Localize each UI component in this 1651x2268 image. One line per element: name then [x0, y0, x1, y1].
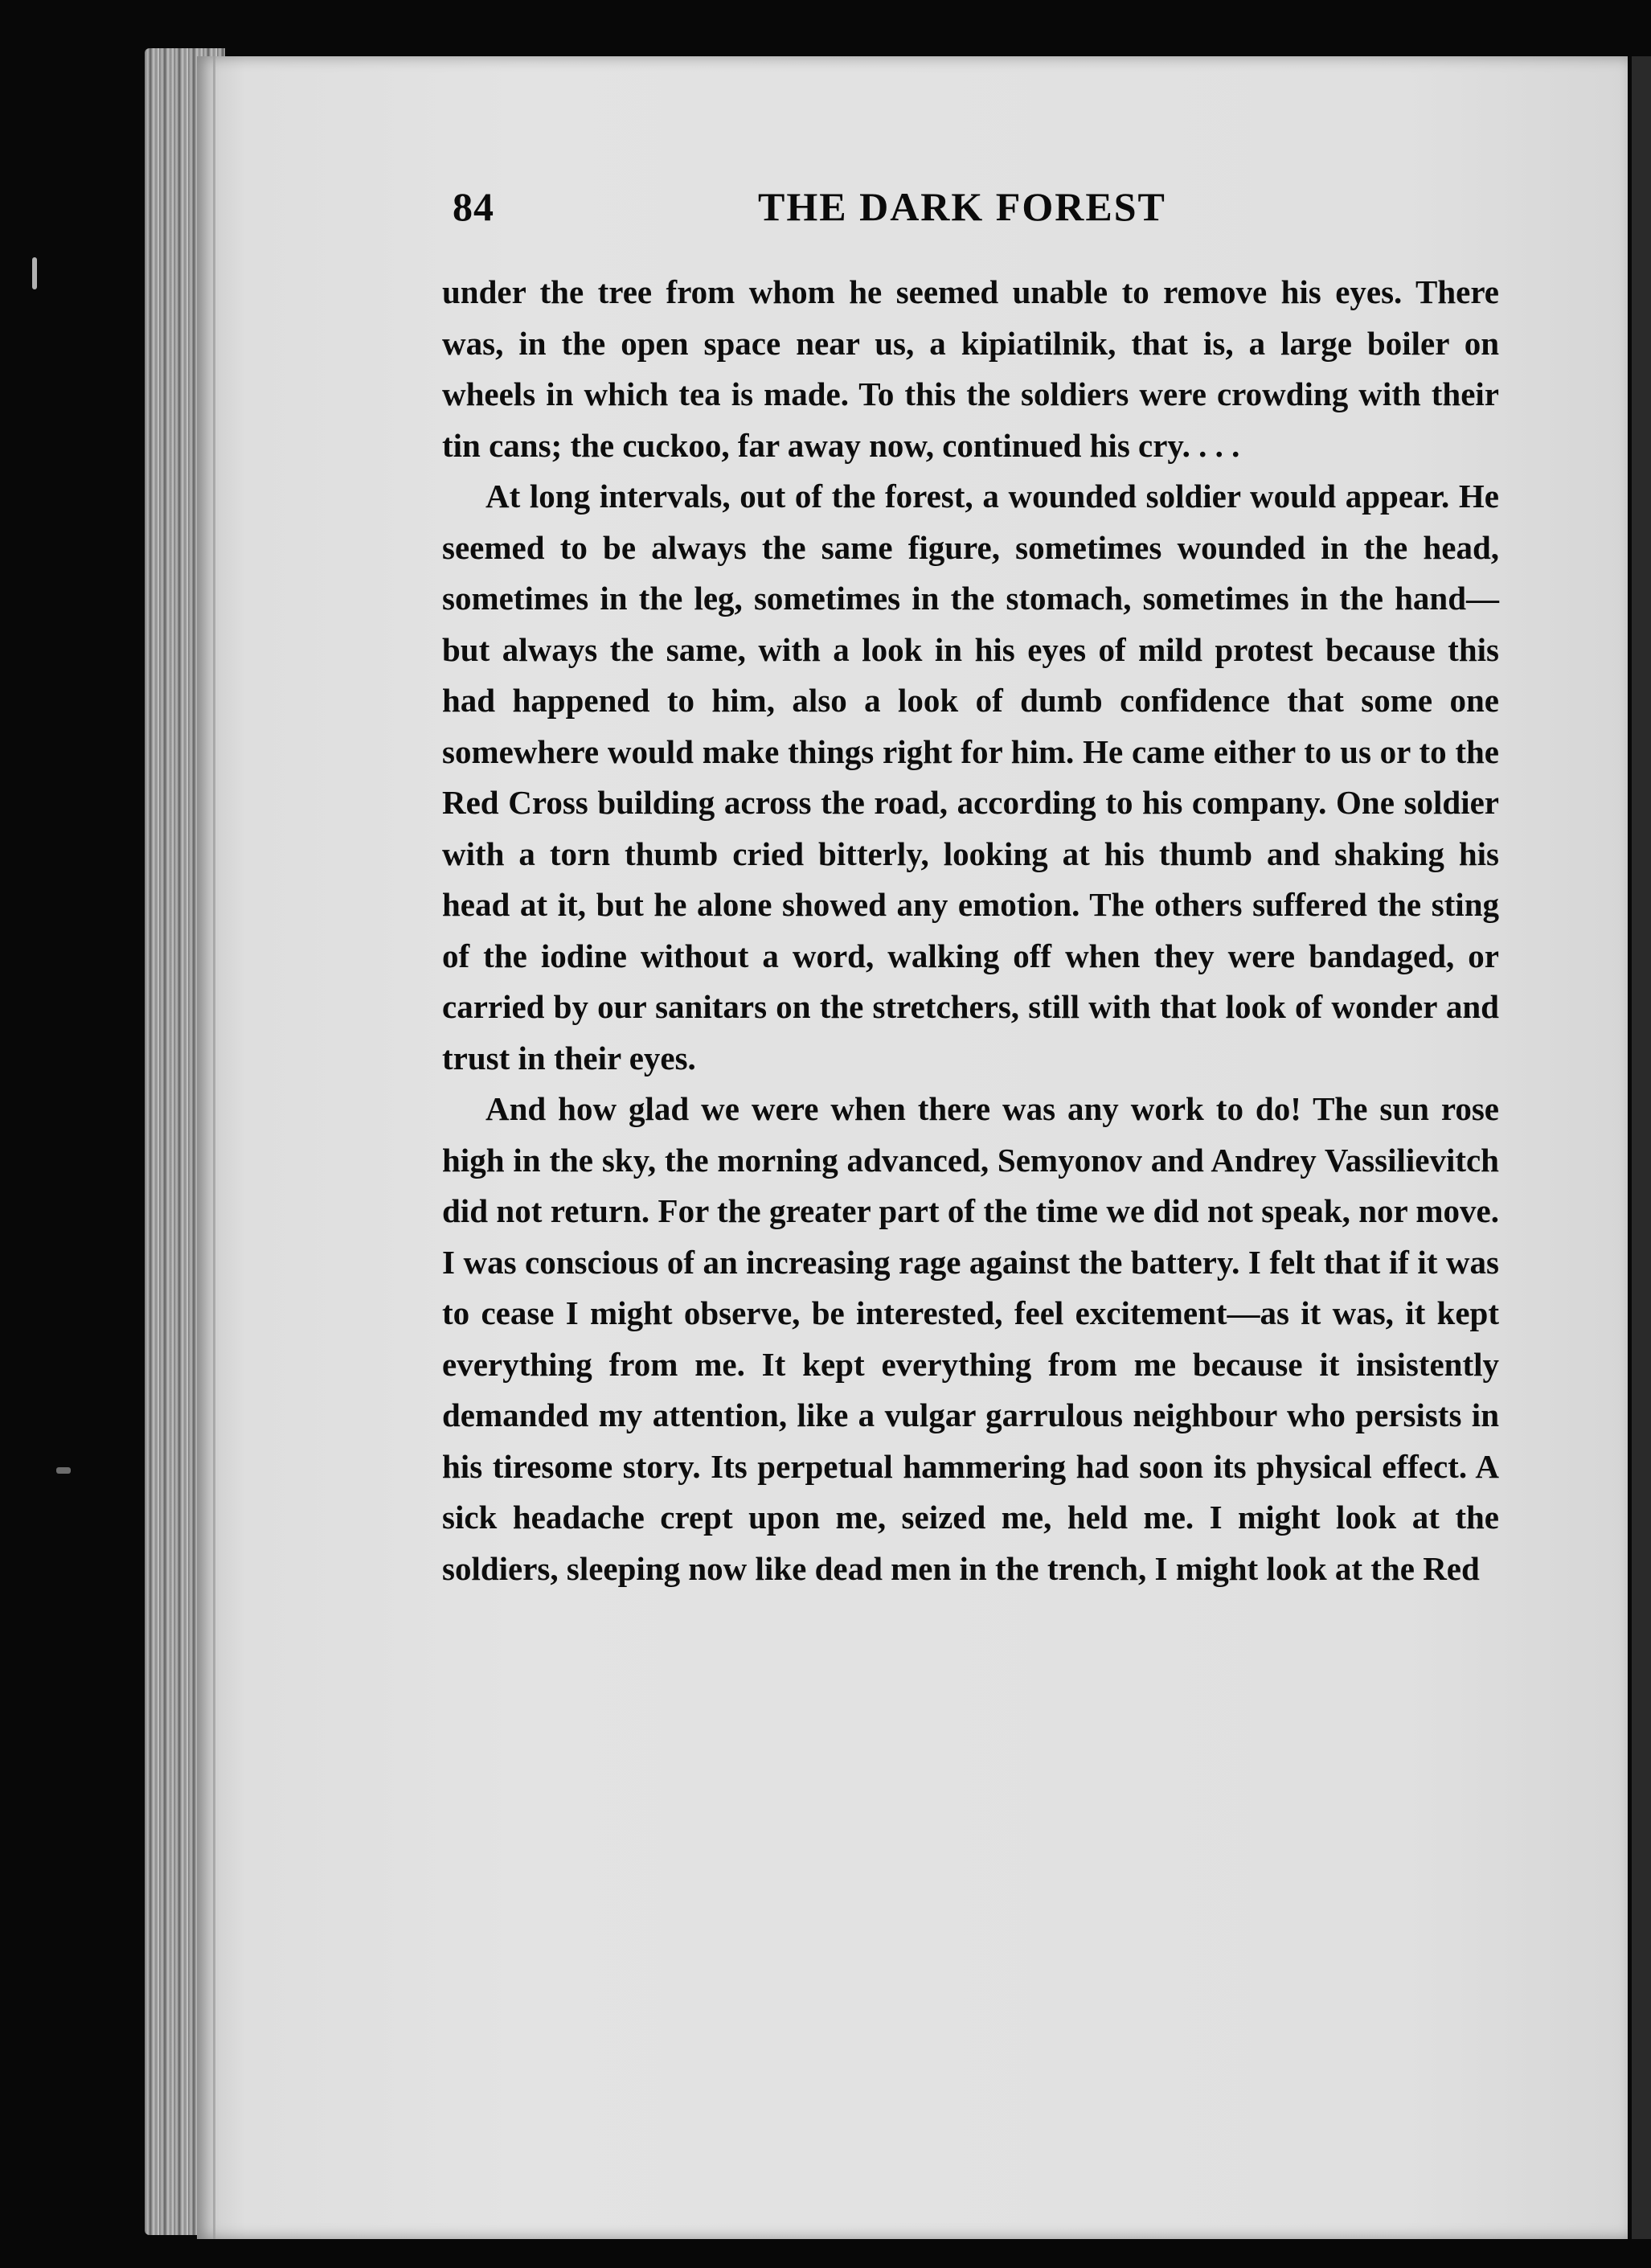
page-right-shadow [1632, 56, 1651, 2239]
scan-artifact-mark [32, 257, 37, 289]
running-title: THE DARK FOREST [758, 184, 1166, 229]
body-text [442, 267, 1499, 1594]
paragraph-wounded-soldiers: At long intervals, out of the forest, a wounded soldier would appear. He seemed to be always the same figure, sometimes wounded in the head, sometimes in the leg, sometimes in the stomach, sometimes in the hand—but always the same, with a look in his eyes of mild protest because this had happened to him, also a look of dumb confidence that some one somewhere would make things right for him. He came either to us or to the Red Cross building across the road, according to his company. One soldier with a torn thumb cried bitterly, looking at his thumb and shaking his head at it, but he alone showed any emotion. The others suffered the sting of the iodine without a word, walking off when they were bandaged, or carried by our sanitars on the stretchers, still with that look of wonder and trust in their eyes. [442, 478, 1499, 1077]
scan-artifact-mark [56, 1467, 71, 1474]
page-gutter-line [213, 56, 215, 2239]
paragraph-battery: And how glad we were when there was any work to do! The sun rose high in the sky, the morning advanced, Semyonov and Andrey Vassilievitch did not return. For the greater part of the time we did not speak, nor move. I was conscious of an increasing rage against the battery. I felt that if it was to cease I might observe, be interested, feel excitement—as it was, it kept everything from me. It kept everything from me because it insistently demanded my attention, like a vulgar garrulous neighbour who persists in his tiresome story. Its perpetual hammering had soon its physical effect. A sick headache crept upon me, seized me, held me. I might look at the soldiers, sleeping now like dead men in the trench, I might look at the Red [442, 1090, 1499, 1587]
page-number: 84 [453, 184, 494, 229]
page-header [453, 183, 1198, 240]
paragraph-continued: under the tree from whom he seemed unable to remove his eyes. There was, in the open space near us, a kipiatilnik, that is, a large boiler on wheels in which tea is made. To this the soldiers were crowding with their tin cans; the cuckoo, far away now, continued his cry. . . . [442, 273, 1499, 464]
